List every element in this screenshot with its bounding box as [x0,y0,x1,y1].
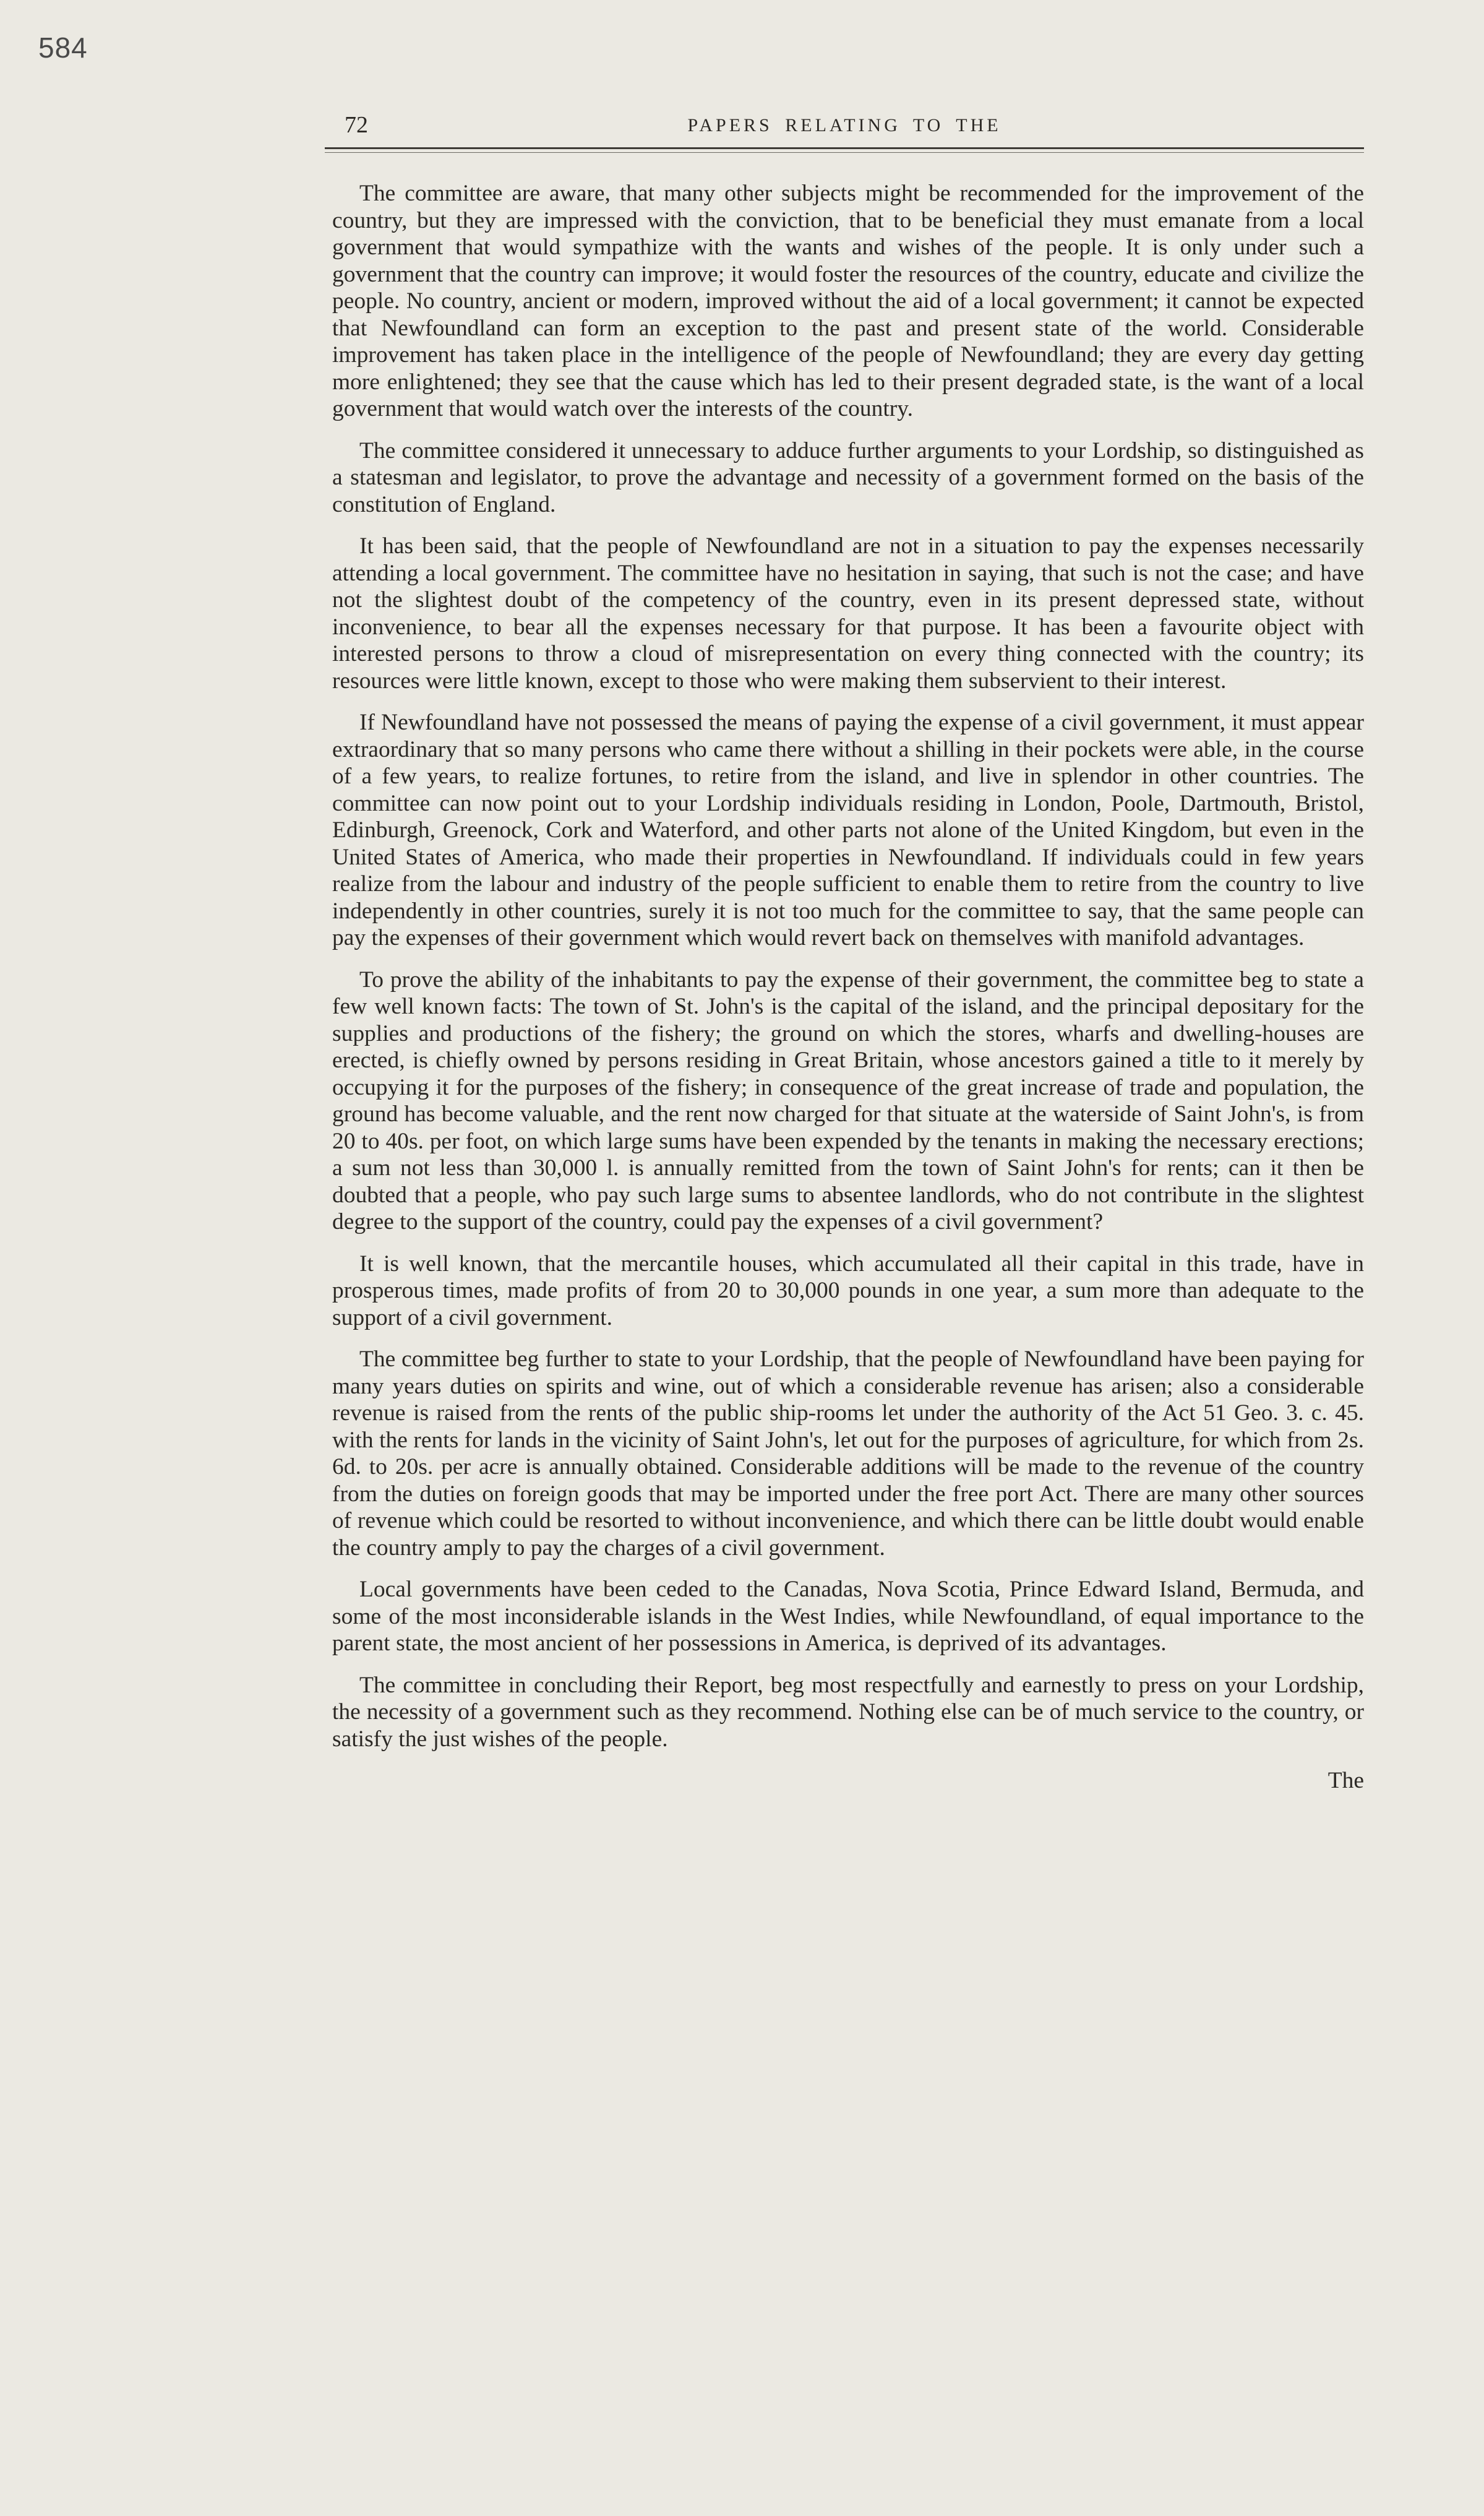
paragraph: If Newfoundland have not possessed the means of paying the expense of a civil government, it must appear extraordinary that so many persons who came there without a shilling in their pockets were able, in the course of a few years, to realize fortunes, to retire from the island, and live in splendor in other countries. The committee can now point out to your Lordship individuals residing in London, Poole, Dartmouth, Bristol, Edinburgh, Greenock, Cork and Waterford, and other parts not alone of the United Kingdom, but even in the United States of America, who made their properties in Newfoundland. If individuals could in few years realize from the labour and industry of the people sufficient to enable them to retire from the country to live independently in other countries, surely it is not too much for the committee to say, that the same people can pay the expenses of their government which would revert back on themselves with manifold advantages. [332,710,1364,950]
catchword: The [1327,1768,1364,1793]
paragraph: To prove the ability of the inhabitants to pay the expense of their government, the committee beg to state a few well known facts: The town of St. John's is the capital of the island, and the principal depositary for the supplies and productions of the fishery; the ground on which the stores, wharfs and dwelling-houses are erected, is chiefly owned by persons residing in Great Britain, whose ancestors gained a title to it merely by occupying it for the purposes of the fishery; in consequence of the great increase of trade and population, the ground has become valuable, and the rent now charged for that situate at the waterside of Saint John's, is from 20 to 40s. per foot, on which large sums have been expended by the tenants in making the necessary erections; a sum not less than 30,000 l. is annually remitted from the town of Saint John's for rents; can it then be doubted that a people, who pay such large sums to absentee landlords, who do not contribute in the slightest degree to the support of the country, could pay the expenses of a civil government? [332,967,1364,1234]
paragraph: It is well known, that the mercantile houses, which accumulated all their capital in this trade, have in prosperous times, made profits of from 20 to 30,000 pounds in one year, a sum more than adequate to the support of a civil government. [332,1251,1364,1330]
body-text [325,180,1364,1794]
paragraph: It has been said, that the people of Newfoundland are not in a situation to pay the expenses necessarily attending a local government. The committee have no hesitation in saying, that such is not the case; and have not the slightest doubt of the competency of the country, even in its present depressed state, without inconvenience, to bear all the expenses necessary for that purpose. It has been a favourite object with interested persons to throw a cloud of misrepresentation on every thing connected with the country; its resources were little known, except to those who were making them subservient to their interest. [332,533,1364,694]
running-head [325,105,1364,142]
scan-page-number: 584 [38,32,88,64]
header-rule [325,147,1364,153]
paragraph: The committee in concluding their Report, beg most respectfully and earnestly to press on your Lordship, the necessity of a government such as they recommend. Nothing else can be of much service to the country, or satisfy the just wishes of the people. [332,1672,1364,1752]
paragraph: The committee beg further to state to your Lordship, that the people of Newfoundland have been paying for many years duties on spirits and wine, out of which a considerable revenue has arisen; also a considerable revenue is raised from the rents of the public ship-rooms let under the authority of the Act 51 Geo. 3. c. 45. with the rents for lands in the vicinity of Saint John's, let out for the purposes of agriculture, for which from 2s. 6d. to 20s. per acre is annually obtained. Considerable additions will be made to the revenue of the country from the duties on foreign goods that may be imported under the free port Act. There are many other sources of revenue which could be resorted to without inconvenience, and which there can be little doubt would enable the country amply to pay the charges of a civil government. [332,1346,1364,1561]
paragraph: Local governments have been ceded to the Canadas, Nova Scotia, Prince Edward Island, Bermuda, and some of the most inconsiderable islands in the West Indies, while Newfoundland, of equal importance to the parent state, the most ancient of her possessions in America, is deprived of its advantages. [332,1577,1364,1656]
printed-page [325,105,1364,1794]
paragraph: The committee considered it unnecessary to adduce further arguments to your Lordship, so distinguished as a statesman and legislator, to prove the advantage and necessity of a government formed on the basis of the constitution of England. [332,437,1364,517]
running-title: PAPERS RELATING TO THE [687,115,1001,136]
paragraph: The committee are aware, that many other subjects might be recommended for the improvement of the country, but they are impressed with the conviction, that to be beneficial they must emanate from a local government that would sympathize with the wants and wishes of the people. It is only under such a government that the country can improve; it would foster the resources of the country, educate and civilize the people. No country, ancient or modern, improved without the aid of a local government; it cannot be expected that Newfoundland can form an exception to the past and present state of the world. Considerable improvement has taken place in the intelligence of the people of Newfoundland; they are every day getting more enlightened; they see that the cause which has led to their present degraded state, is the want of a local government that would watch over the interests of the country. [332,181,1364,421]
page-number: 72 [345,112,368,138]
